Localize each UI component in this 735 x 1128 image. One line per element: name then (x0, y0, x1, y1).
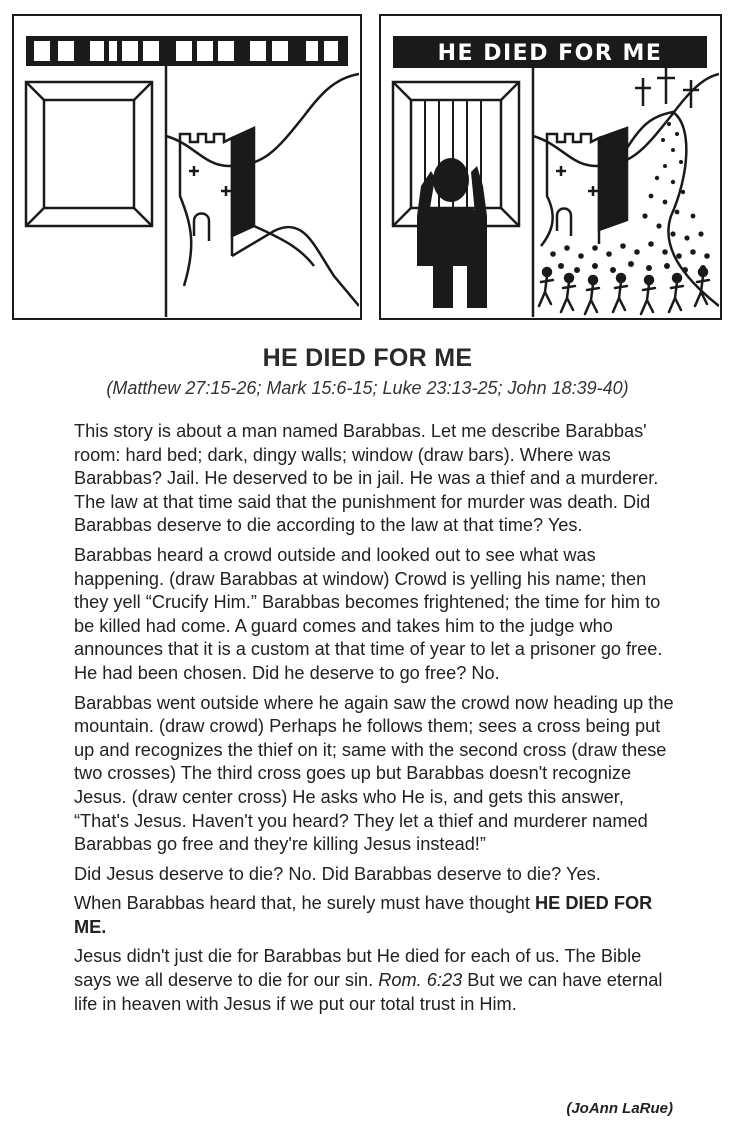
story-paragraph-3: Barabbas went outside where he again saw the crowd now heading up the mountain. (draw crowd) Perhaps he follows them; sees a cross being put up and recognizes the thief on it; same with the second cross (draw these two crosses) The third cross goes up but Barabbas doesn't recognize Jesus. (draw center cross) He asks who He is, and gets this answer, “That's Jesus. Haven't you heard? They let a thief and murderer named Barabbas go free and they're killing Jesus instead!” (74, 692, 674, 855)
empty-banner (26, 36, 348, 66)
author-credit: (JoAnn LaRue) (566, 1100, 673, 1117)
story-paragraph-4: Did Jesus deserve to die? No. Did Barabbas deserve to die? Yes. (74, 863, 601, 884)
crowd-figures (539, 268, 709, 314)
story-paragraph-1: This story is about a man named Barabbas. Let me describe Barabbas' room: hard bed; dark, dingy walls; window (draw bars). Where was Barabbas? Jail. He deserved to be in jail. He was a thief and a murderer. The law at that time said that the punishment for murder was death. Did Barabbas deserve to die according to the law at that time? Yes. (74, 421, 659, 536)
bible-reference: Rom. 6:23 (378, 970, 463, 991)
three-crosses (635, 66, 699, 108)
story-paragraph-6-lead: Jesus didn't just die for Barabbas but He died for each of us. The Bible says we all deserve to die for our sin. (74, 946, 642, 991)
story-paragraph-2: Barabbas heard a crowd outside and looked out to see what was happening. (draw Barabbas at window) Crowd is yelling his name; then they yell “Crucify Him.” Barabbas becomes frightened; the time for him to be killed had come. A guard comes and takes him to the judge who announces that it is a custom at that time of year to let a prisoner go free. He had been chosen. Did he deserve to go free? No. (74, 544, 663, 683)
story-body (74, 420, 674, 1022)
story-paragraph-6-tail: But we can have eternal life in heaven with Jesus if we put our total trust in Him. (74, 970, 663, 1014)
jail-and-castle-illustration (14, 16, 359, 317)
empty-window (26, 82, 152, 226)
barabbas-silhouette (417, 158, 487, 308)
story-paragraph-5 (74, 892, 674, 939)
castle (166, 74, 359, 306)
page-title: HE DIED FOR ME (262, 344, 473, 372)
story-paragraph-6 (74, 945, 674, 1016)
scripture-references: (Matthew 27:15-26; Mark 15:6-15; Luke 23:13-25; John 18:39-40) (106, 378, 629, 398)
illustration-before (12, 14, 362, 320)
story-paragraph-5-lead: When Barabbas heard that, he surely must have thought (74, 893, 536, 914)
story-paragraph-5-emphasis: HE DIED FOR ME. (74, 893, 653, 937)
illustration-after (379, 14, 722, 320)
barabbas-and-crosses-illustration (381, 16, 719, 317)
banner-text: HE DIED FOR ME (437, 41, 663, 66)
barred-window (393, 82, 519, 226)
banner (393, 36, 707, 68)
